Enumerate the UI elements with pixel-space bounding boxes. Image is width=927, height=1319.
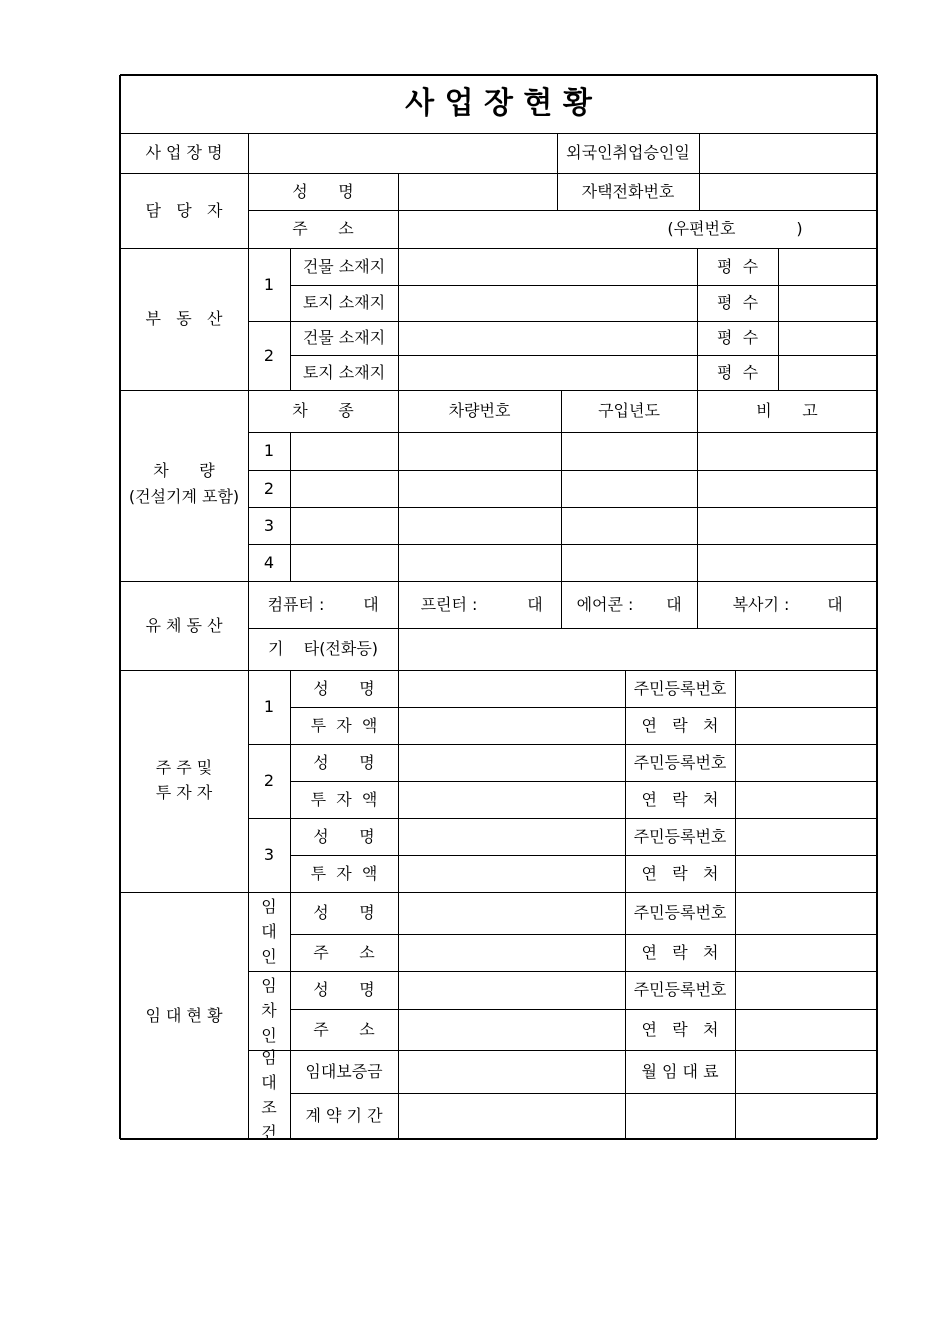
vehicle-row-number: 2 — [263, 478, 275, 498]
deposit-field[interactable] — [399, 1051, 624, 1092]
shareholders-group-label-1: 주 주 및 — [155, 757, 213, 777]
investment-amount-field[interactable] — [399, 708, 624, 743]
resident-number-field[interactable] — [736, 819, 876, 854]
movables-other-field[interactable] — [399, 629, 876, 669]
building-area-field[interactable] — [779, 249, 876, 284]
investment-amount-field[interactable] — [399, 856, 624, 891]
manager-name-label: 성 명 — [292, 181, 354, 201]
contact-label: 연 락 처 — [641, 715, 719, 735]
table-rule-horizontal — [290, 1093, 877, 1094]
approval-date-field[interactable] — [700, 134, 876, 172]
vehicle-year-field[interactable] — [562, 471, 696, 506]
movables-other-label: 기 타(전화등) — [267, 639, 379, 658]
lessor-label-char: 인 — [261, 947, 277, 966]
lessor-label-char: 임 — [261, 897, 277, 916]
building-location-field[interactable] — [399, 249, 696, 284]
monthly-rent-field[interactable] — [736, 1051, 876, 1092]
vehicle-column-header: 차 종 — [292, 401, 354, 420]
vehicle-row-number: 1 — [263, 441, 275, 460]
vehicle-number-field[interactable] — [399, 433, 560, 469]
lessor-name-field[interactable] — [399, 893, 624, 933]
lessor-name-label: 성 명 — [313, 903, 375, 922]
monthly-rent-label: 월 임 대 료 — [641, 1061, 719, 1081]
vehicle-number-field[interactable] — [399, 545, 560, 580]
lease-terms-label — [248, 1047, 290, 1142]
lessee-id-field[interactable] — [736, 972, 876, 1008]
table-rule-vertical — [290, 432, 291, 581]
area-label: 평 수 — [716, 328, 759, 347]
movable-count-field[interactable] — [249, 582, 397, 627]
contact-label: 연 락 처 — [641, 863, 719, 883]
land-location-field[interactable] — [399, 286, 696, 320]
lessee-name-label: 성 명 — [313, 980, 375, 999]
lessee-label — [248, 971, 290, 1050]
vehicle-year-field[interactable] — [562, 433, 696, 469]
lease-group-label: 임 대 현 황 — [145, 1005, 223, 1025]
lessee-contact-field[interactable] — [736, 1010, 876, 1049]
movable-count-field[interactable] — [698, 582, 876, 627]
table-rule-horizontal — [290, 781, 877, 782]
table-rule-horizontal — [290, 855, 877, 856]
form-title: 사 업 장 현 황 — [405, 86, 592, 121]
movable-item-label: 컴퓨터 : — [267, 594, 325, 614]
real-estate-number: 1 — [263, 274, 275, 294]
investment-amount-label: 투 자 액 — [310, 715, 378, 735]
resident-number-label: 주민등록번호 — [633, 678, 727, 698]
lessor-label-char: 대 — [261, 922, 277, 941]
shareholder-name-label: 성 명 — [313, 826, 375, 846]
lessee-label-char: 임 — [261, 976, 277, 995]
lessee-name-field[interactable] — [399, 972, 624, 1008]
vehicle-number-field[interactable] — [399, 471, 560, 506]
vehicle-column-header: 차량번호 — [448, 401, 511, 420]
home-phone-field[interactable] — [700, 174, 876, 209]
movables-group-label: 유 체 동 산 — [145, 615, 223, 635]
vehicle-note-field[interactable] — [698, 433, 876, 469]
postal-code-text: (우편번호 ) — [667, 219, 803, 238]
table-rule-horizontal — [290, 707, 877, 708]
resident-number-label: 주민등록번호 — [633, 826, 727, 846]
vehicle-note-field[interactable] — [698, 471, 876, 506]
land-location-label: 토지 소재지 — [302, 293, 386, 312]
manager-name-field[interactable] — [399, 174, 556, 209]
area-label: 평 수 — [716, 362, 759, 382]
movable-item-unit: 대 — [527, 594, 543, 614]
table-rule-horizontal — [290, 355, 877, 356]
building-area-field[interactable] — [779, 322, 876, 354]
resident-number-field[interactable] — [736, 745, 876, 780]
lease-terms-label-char: 건 — [261, 1122, 277, 1142]
lessee-contact-label: 연 락 처 — [641, 1019, 719, 1039]
investment-amount-field[interactable] — [399, 782, 624, 817]
movable-count-field[interactable] — [562, 582, 696, 627]
building-location-field[interactable] — [399, 322, 696, 354]
real-estate-number: 2 — [263, 345, 275, 365]
resident-number-label: 주민등록번호 — [633, 752, 727, 772]
contract-period-label: 계 약 기 간 — [305, 1106, 383, 1125]
shareholders-group-label-2: 투 자 자 — [155, 782, 213, 802]
vehicle-type-field[interactable] — [291, 433, 397, 469]
lessee-id-label: 주민등록번호 — [633, 980, 727, 999]
vehicle-row-number: 4 — [263, 552, 275, 572]
lessee-address-field[interactable] — [399, 1010, 624, 1049]
vehicle-type-field[interactable] — [291, 508, 397, 543]
area-label: 평 수 — [716, 256, 759, 276]
manager-address-field[interactable] — [399, 211, 599, 247]
land-area-field[interactable] — [779, 356, 876, 389]
vehicle-type-field[interactable] — [291, 545, 397, 580]
manager-address-label: 주 소 — [292, 219, 354, 238]
vehicle-number-field[interactable] — [399, 508, 560, 543]
lessee-label-char: 차 — [261, 1001, 277, 1020]
movable-item-unit: 대 — [666, 594, 682, 614]
movable-item-unit: 대 — [827, 594, 843, 614]
approval-date-label: 외국인취업승인일 — [566, 143, 690, 162]
lessee-label-char: 인 — [261, 1026, 277, 1045]
real-estate-group-label: 부 동 산 — [145, 309, 223, 328]
movable-item-label: 프린터 : — [420, 594, 478, 614]
shareholder-name-field[interactable] — [399, 671, 624, 706]
table-rule-vertical — [876, 75, 878, 1139]
vehicles-group-label: 차 량 — [153, 461, 215, 480]
table-rule-horizontal — [290, 1009, 877, 1010]
shareholder-name-label: 성 명 — [313, 752, 375, 772]
lessee-address-label: 주 소 — [313, 1019, 375, 1039]
shareholder-name-field[interactable] — [399, 745, 624, 780]
vehicle-type-field[interactable] — [291, 471, 397, 506]
land-location-label: 토지 소재지 — [302, 362, 386, 382]
table-rule-vertical — [561, 581, 562, 628]
table-rule-vertical — [398, 248, 399, 390]
lessor-address-label: 주 소 — [313, 942, 375, 962]
area-label: 평 수 — [716, 293, 759, 312]
movable-item-label: 에어콘 : — [576, 594, 634, 614]
vehicles-group-sub: (건설기계 포함) — [128, 487, 240, 506]
contract-period-field[interactable] — [399, 1094, 624, 1138]
lessor-contact-field[interactable] — [736, 935, 876, 970]
building-location-label: 건물 소재지 — [302, 256, 386, 276]
shareholder-number: 1 — [263, 697, 275, 716]
investment-amount-label: 투 자 액 — [310, 863, 378, 883]
vehicle-column-header: 구입년도 — [598, 401, 660, 420]
movable-item-label: 복사기 : — [732, 594, 790, 614]
contact-field[interactable] — [736, 782, 876, 817]
deposit-label: 임대보증금 — [305, 1061, 383, 1081]
period-extra-field[interactable] — [626, 1094, 876, 1138]
vehicle-column-header: 비 고 — [756, 401, 818, 420]
shareholder-number: 2 — [263, 771, 275, 790]
land-area-field[interactable] — [779, 286, 876, 320]
vehicle-note-field[interactable] — [698, 508, 876, 543]
building-location-label: 건물 소재지 — [302, 328, 386, 347]
lessor-id-field[interactable] — [736, 893, 876, 933]
shareholder-name-field[interactable] — [399, 819, 624, 854]
shareholder-name-label: 성 명 — [313, 678, 375, 698]
movable-item-unit: 대 — [363, 594, 379, 614]
vehicle-note-field[interactable] — [698, 545, 876, 580]
manager-group-label: 담 당 자 — [145, 200, 223, 220]
lease-terms-label-char: 임 — [261, 1047, 277, 1067]
vehicle-year-field[interactable] — [562, 508, 696, 543]
contact-field[interactable] — [736, 708, 876, 743]
lessor-address-field[interactable] — [399, 935, 624, 970]
contact-label: 연 락 처 — [641, 789, 719, 809]
table-rule-horizontal — [290, 934, 877, 935]
contact-field[interactable] — [736, 856, 876, 891]
land-location-field[interactable] — [399, 356, 696, 389]
lessor-id-label: 주민등록번호 — [633, 903, 727, 922]
lease-terms-label-char: 조 — [261, 1097, 277, 1117]
table-rule-vertical — [697, 581, 698, 628]
resident-number-field[interactable] — [736, 671, 876, 706]
movable-count-field[interactable] — [399, 582, 560, 627]
business-name-label: 사 업 장 명 — [145, 143, 223, 162]
business-name-field[interactable] — [249, 134, 556, 172]
lease-terms-label-char: 대 — [261, 1072, 277, 1092]
lessor-label — [248, 892, 290, 971]
investment-amount-label: 투 자 액 — [310, 789, 378, 809]
vehicle-row-number: 3 — [263, 515, 275, 535]
vehicle-year-field[interactable] — [562, 545, 696, 580]
shareholder-number: 3 — [263, 845, 275, 864]
lessor-contact-label: 연 락 처 — [641, 942, 719, 962]
table-rule-horizontal — [290, 285, 877, 286]
home-phone-label: 자택전화번호 — [581, 181, 675, 201]
